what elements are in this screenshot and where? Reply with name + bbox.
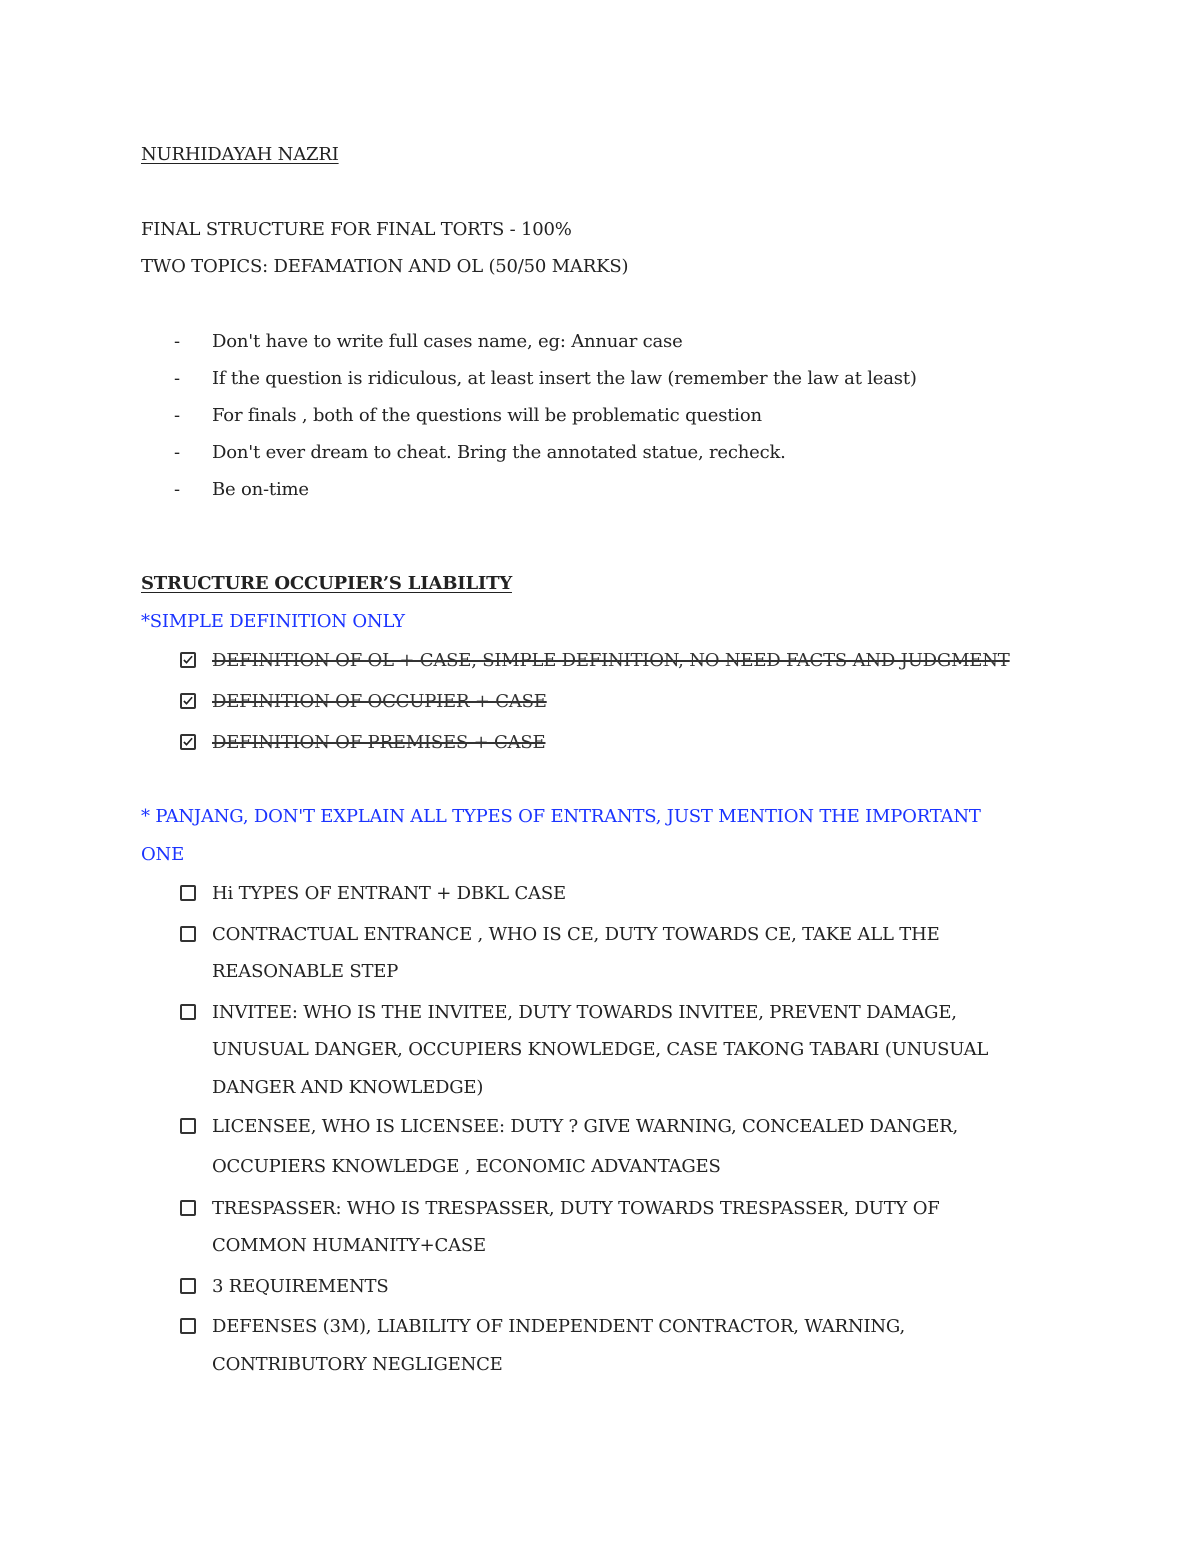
- unchecked-checkbox[interactable]: [180, 1200, 196, 1216]
- section-title: STRUCTURE OCCUPIER’S LIABILITY: [141, 573, 512, 594]
- notes-item: If the question is ridiculous, at least insert the law (remember the law at least): [212, 368, 917, 389]
- checkmark-icon: [182, 654, 194, 666]
- checklist-item-continuation: OCCUPIERS KNOWLEDGE , ECONOMIC ADVANTAGES: [212, 1156, 721, 1177]
- checklist-item-done: DEFINITION OF OL + CASE, SIMPLE DEFINITION, NO NEED FACTS AND JUDGMENT: [212, 650, 1010, 671]
- checklist-item-continuation: CONTRIBUTORY NEGLIGENCE: [212, 1354, 503, 1375]
- header-line-2: TWO TOPICS: DEFAMATION AND OL (50/50 MARKS): [141, 256, 629, 277]
- checklist-item-done: DEFINITION OF PREMISES + CASE: [212, 732, 546, 753]
- unchecked-checkbox[interactable]: [180, 1278, 196, 1294]
- checklist-item: INVITEE: WHO IS THE INVITEE, DUTY TOWARDS INVITEE, PREVENT DAMAGE,: [212, 1002, 957, 1023]
- checked-checkbox[interactable]: [180, 693, 196, 709]
- bullet-marker: -: [174, 479, 181, 500]
- checked-checkbox[interactable]: [180, 734, 196, 750]
- checklist-item: TRESPASSER: WHO IS TRESPASSER, DUTY TOWARDS TRESPASSER, DUTY OF: [212, 1198, 940, 1219]
- checklist-item-continuation: UNUSUAL DANGER, OCCUPIERS KNOWLEDGE, CASE TAKONG TABARI (UNUSUAL: [212, 1039, 989, 1060]
- unchecked-checkbox[interactable]: [180, 1318, 196, 1334]
- bullet-marker: -: [174, 405, 181, 426]
- bullet-marker: -: [174, 331, 181, 352]
- checkmark-icon: [182, 695, 194, 707]
- bullet-marker: -: [174, 442, 181, 463]
- checklist-item: Hi TYPES OF ENTRANT + DBKL CASE: [212, 883, 566, 904]
- entrants-note-line-2: ONE: [141, 844, 185, 865]
- checked-checkbox[interactable]: [180, 652, 196, 668]
- checklist-item: 3 REQUIREMENTS: [212, 1276, 389, 1297]
- checklist-item-continuation: COMMON HUMANITY+CASE: [212, 1235, 486, 1256]
- checklist-item-continuation: REASONABLE STEP: [212, 961, 399, 982]
- unchecked-checkbox[interactable]: [180, 926, 196, 942]
- notes-item: Don't have to write full cases name, eg: Annuar case: [212, 331, 683, 352]
- notes-item: Be on-time: [212, 479, 309, 500]
- unchecked-checkbox[interactable]: [180, 1118, 196, 1134]
- checklist-item-done: DEFINITION OF OCCUPIER + CASE: [212, 691, 547, 712]
- header-line-1: FINAL STRUCTURE FOR FINAL TORTS - 100%: [141, 219, 572, 240]
- simple-definition-note: *SIMPLE DEFINITION ONLY: [141, 611, 405, 632]
- checklist-item: DEFENSES (3M), LIABILITY OF INDEPENDENT CONTRACTOR, WARNING,: [212, 1316, 905, 1337]
- checklist-item: CONTRACTUAL ENTRANCE , WHO IS CE, DUTY TOWARDS CE, TAKE ALL THE: [212, 924, 940, 945]
- entrants-note-line-1: * PANJANG, DON'T EXPLAIN ALL TYPES OF ENTRANTS, JUST MENTION THE IMPORTANT: [141, 806, 981, 827]
- bullet-marker: -: [174, 368, 181, 389]
- checkmark-icon: [182, 736, 194, 748]
- unchecked-checkbox[interactable]: [180, 885, 196, 901]
- unchecked-checkbox[interactable]: [180, 1004, 196, 1020]
- author-name: NURHIDAYAH NAZRI: [141, 144, 339, 165]
- notes-item: For finals , both of the questions will be problematic question: [212, 405, 762, 426]
- checklist-item-continuation: DANGER AND KNOWLEDGE): [212, 1077, 484, 1098]
- checklist-item: LICENSEE, WHO IS LICENSEE: DUTY ? GIVE WARNING, CONCEALED DANGER,: [212, 1116, 959, 1137]
- notes-item: Don't ever dream to cheat. Bring the annotated statue, recheck.: [212, 442, 786, 463]
